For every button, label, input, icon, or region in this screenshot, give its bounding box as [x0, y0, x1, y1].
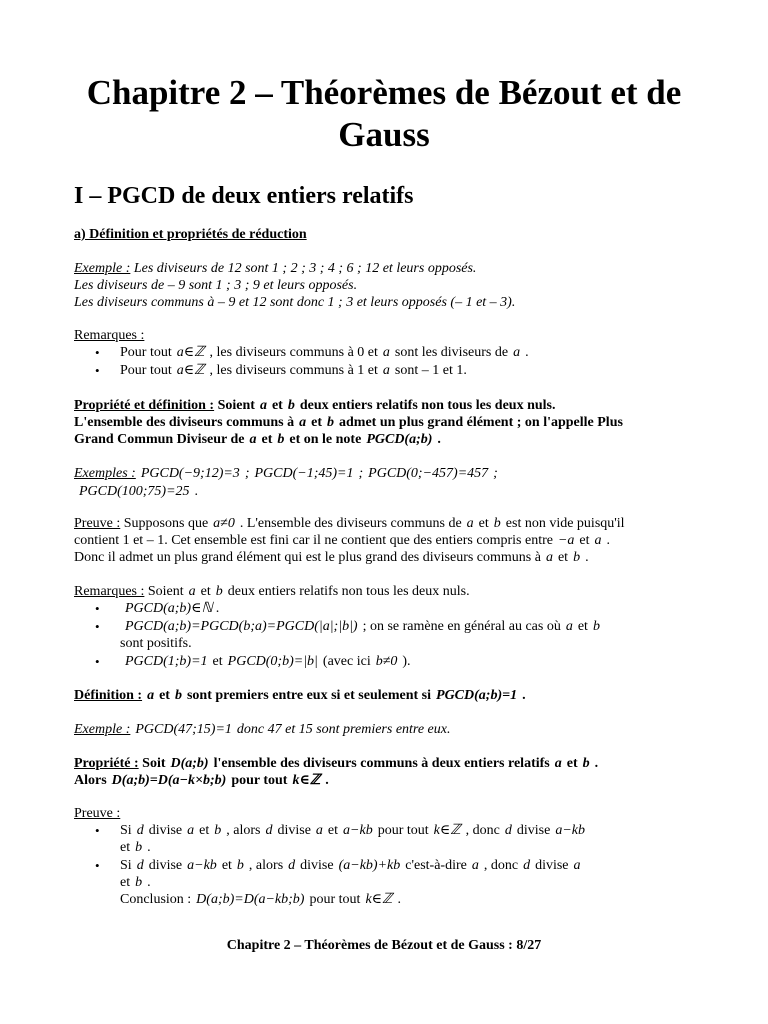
bullet-icon: •	[95, 654, 100, 669]
proof-2-item-1-cont: et b .	[120, 840, 151, 855]
proof-2-item-2: Si d divise a−kb et b , alors d divise (a−kb)+kb c'est-à-dire a , donc d divise a	[120, 858, 581, 873]
proof-1-line-3: Donc il admet un plus grand élément qui est le plus grand des diviseurs communs à a et b .	[74, 550, 589, 565]
subsection-heading: a) Définition et propriétés de réduction	[74, 227, 307, 242]
page-footer: Chapitre 2 – Théorèmes de Bézout et de Gauss : 8/27	[226, 938, 542, 953]
examples-2-line-1: Exemples : PGCD(−9;12)=3 ; PGCD(−1;45)=1 ; PGCD(0;−457)=457 ;	[74, 466, 498, 481]
proof-2-conclusion: Conclusion : D(a;b)=D(a−kb;b) pour tout k∈ℤ .	[120, 892, 401, 907]
page-title	[0, 72, 768, 156]
property-definition-line-2: L'ensemble des diviseurs communs à a et b admet un plus grand élément ; on l'appelle Plus	[74, 415, 623, 430]
section-heading: I – PGCD de deux entiers relatifs	[74, 183, 414, 209]
bullet-icon: •	[95, 823, 100, 838]
remarks-2-item-2-cont: sont positifs.	[120, 636, 192, 651]
remarks-1-item-2: Pour tout a∈ℤ , les diviseurs communs à 1 et a sont – 1 et 1.	[120, 363, 467, 378]
proof-2-item-1: Si d divise a et b , alors d divise a et a−kb pour tout k∈ℤ , donc d divise a−kb	[120, 823, 586, 838]
bullet-icon: •	[95, 858, 100, 873]
bullet-icon: •	[95, 601, 100, 616]
remarks-2-item-3: PGCD(1;b)=1 et PGCD(0;b)=|b| (avec ici b≠0 ).	[125, 654, 411, 669]
remarks-1-item-1: Pour tout a∈ℤ , les diviseurs communs à 0 et a sont les diviseurs de a .	[120, 345, 529, 360]
definition-coprime: Définition : a et b sont premiers entre eux si et seulement si PGCD(a;b)=1 .	[74, 688, 526, 703]
bullet-icon: •	[95, 363, 100, 378]
proof-2-item-2-cont: et b .	[120, 875, 151, 890]
example-1-line-1: Exemple : Les diviseurs de 12 sont 1 ; 2 ; 3 ; 4 ; 6 ; 12 et leurs opposés.	[74, 261, 477, 276]
property-definition-line-3: Grand Commun Diviseur de a et b et on le note PGCD(a;b) .	[74, 432, 441, 447]
proof-1-line-1: Preuve : Supposons que a≠0 . L'ensemble des diviseurs communs de a et b est non vide puisqu'il	[74, 516, 625, 531]
remarks-2-item-2: PGCD(a;b)=PGCD(b;a)=PGCD(|a|;|b|) ; on se ramène en général au cas où a et b	[125, 619, 600, 634]
bullet-icon: •	[95, 619, 100, 634]
example-1-line-2: Les diviseurs de – 9 sont 1 ; 3 ; 9 et leurs opposés.	[74, 278, 358, 293]
property-line-1: Propriété : Soit D(a;b) l'ensemble des diviseurs communs à deux entiers relatifs a et b .	[74, 756, 599, 771]
property-definition-line-1: Propriété et définition : Soient a et b deux entiers relatifs non tous les deux nuls.	[74, 398, 556, 413]
bullet-icon: •	[95, 345, 100, 360]
example-3: Exemple : PGCD(47;15)=1 donc 47 et 15 sont premiers entre eux.	[74, 722, 451, 737]
page-title-line1: Chapitre 2 – Théorèmes de Bézout et de	[86, 73, 682, 112]
remarks-1-label: Remarques :	[74, 328, 145, 343]
proof-1-line-2: contient 1 et – 1. Cet ensemble est fini car il ne contient que des entiers compris entre −a et a .	[74, 533, 611, 548]
proof-2-label: Preuve :	[74, 806, 121, 821]
page-title-line2: Gauss	[338, 115, 430, 154]
example-1-line-3: Les diviseurs communs à – 9 et 12 sont donc 1 ; 3 et leurs opposés (– 1 et – 3).	[74, 295, 516, 310]
remarks-2-line-1: Remarques : Soient a et b deux entiers relatifs non tous les deux nuls.	[74, 584, 470, 599]
property-line-2: Alors D(a;b)=D(a−k×b;b) pour tout k∈ℤ .	[74, 773, 329, 788]
remarks-2-item-1: PGCD(a;b)∈ℕ .	[125, 601, 220, 616]
examples-2-line-2: PGCD(100;75)=25 .	[79, 484, 199, 499]
